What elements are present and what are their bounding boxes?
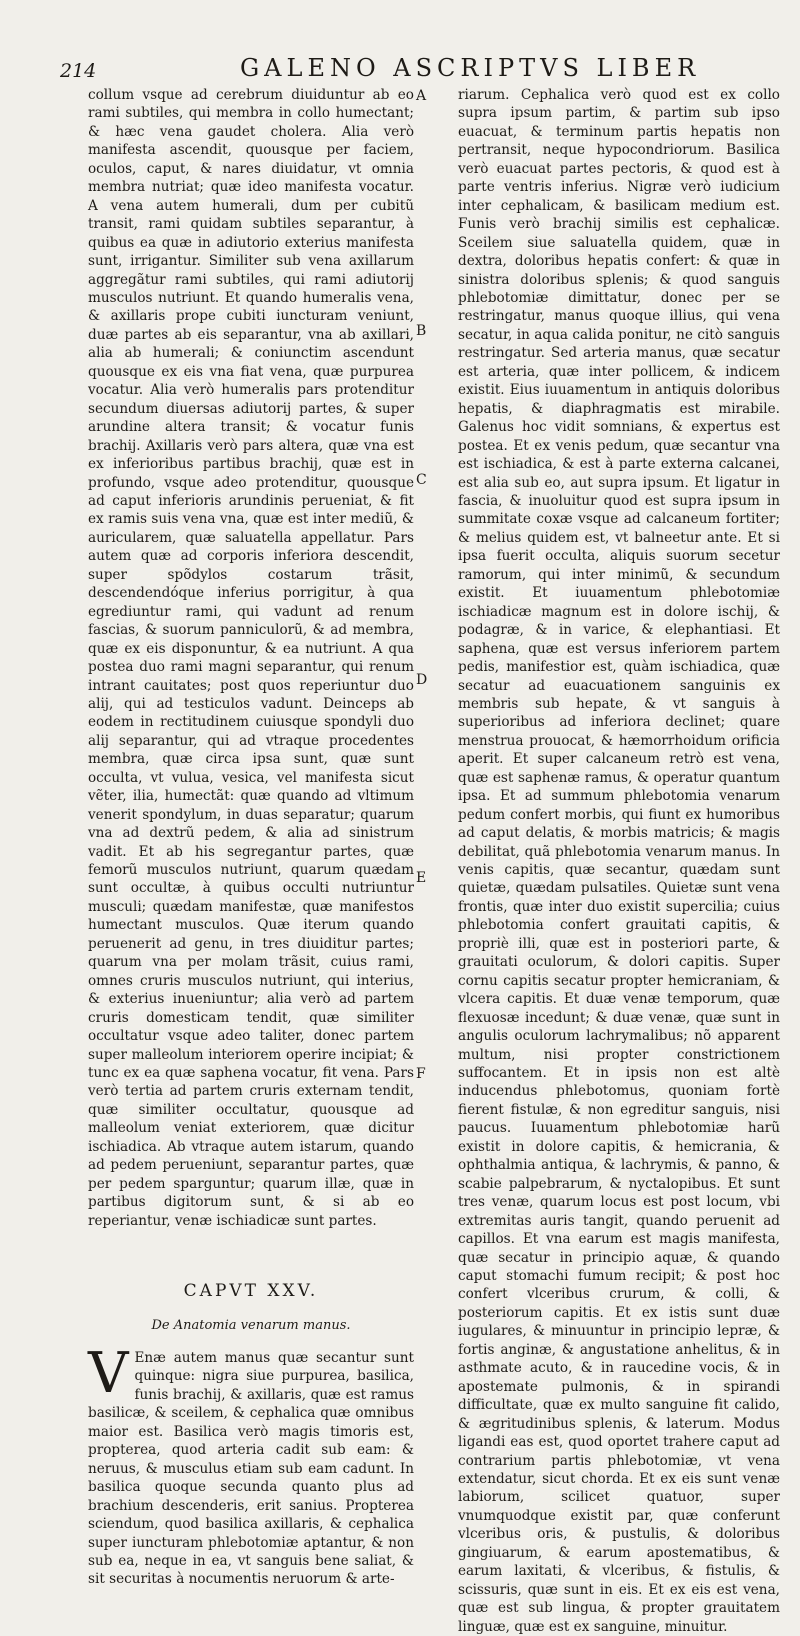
left-paragraph-2 [88, 1341, 414, 1589]
left-paragraph-1: collum vsque ad cerebrum diuiduntur ab eo rami subtiles, qui membra in collo humectant; & hæc vena gaudet cholera. Alia verò manifesta ascendit, quousque per faciem, oculos, caput, & nares diuidatur, vt omnia membra nutriat; quæ ideo manifesta vocatur. A vena autem humerali, dum per cubitũ transit, rami quidam subtiles separantur, à quibus ea quæ in adiutorio exterius manifesta sunt, irrigantur. Similiter sub vena axillarum aggregãtur rami subtiles, qui rami adiutorij musculos nutriunt. Et quando humeralis vena, & axillaris prope cubiti iuncturam veniunt, duæ partes ab eis separantur, vna ab axillari, alia ab humerali; & coniunctim ascendunt quousque ex eis vna fiat vena, quæ purpurea vocatur. Alia verò humeralis pars protenditur secundum diuersas adiutorij partes, & super arundine altera transit; & vocatur funis brachij. Axillaris verò pars altera, quæ vna est ex inferioribus partibus brachij, quæ est in profundo, vsque adeo protenditur, quousque ad caput inferioris arundinis perueniat, & fit ex ramis suis vena vna, quæ est inter mediũ, & auricularem, quæ saluatella appellatur. Pars autem quæ ad corporis inferiora descendit, super spõdylos costarum trãsit, descendendóque inferius porrigitur, à qua egrediuntur rami, qui vadunt ad renum fascias, & suorum panniculorũ, & ad membra, quæ ex eis disponuntur, & ea nutriunt. A qua postea duo rami magni separantur, qui renum intrant cauitates; post quos reperiuntur duo alij, qui ad testiculos vadunt. Deinceps ab eodem in rectitudinem cuiusque spondyli duo alij separantur, qui ad vtraque procedentes membra, quæ circa ipsa sunt, quæ sunt occulta, vt vulua, vesica, vel manifesta sicut vẽter, ilia, humectãt: quæ quando ad vltimum venerit spondylum, in duas separatur; quarum vna ad dextrũ pedem, & alia ad sinistrum vadit. Et ab his segregantur partes, quæ femorũ musculos nutriunt, quarum quædam sunt occultæ, à quibus occulti nutriuntur musculi; quædam manifestæ, quæ manifestos humectant musculos. Quæ iterum quando peruenerit ad genu, in tres diuiditur partes; quarum vna per molam trãsit, cuius rami, omnes cruris musculos nutriunt, qui interius, & exterius inueniuntur; alia verò ad partem cruris domesticam tendit, quæ similiter occultatur vsque adeo taliter, donec partem super malleolum interiorem operire incipiat; & tunc ex ea quæ saphena vocatur, fit vena. Pars verò tertia ad partem cruris externam tendit, quæ similiter occultatur, quousque ad malleolum veniat exteriorem, quæ dicitur ischiadica. Ab vtraque autem istarum, quando ad pedem perueniunt, separantur partes, quæ per pedem sparguntur; quarum illæ, quæ in partibus digitorum sunt, & si ab eo reperiantur, venæ ischiadicæ sunt partes. [88, 87, 414, 1229]
margin-letter-c: C [416, 472, 427, 488]
left-column [88, 86, 414, 1589]
running-title: GALENO ASCRIPTVS LIBER [240, 54, 701, 82]
drop-cap: V [88, 1341, 129, 1406]
chapter-heading: CAPVT XXV. [183, 1281, 319, 1302]
left-paragraph-2-text: Enæ autem manus quæ secantur sunt quinque: nigra siue purpurea, basilica, funis brachij, & axillaris, quæ est ramus basilicæ, & sceilem, & cephalica quæ omnibus maior est. Basilica verò magis timoris est, propterea, quod arteria cadit sub eam: & neruus, & musculus etiam sub eam cadunt. In basilica quoque secunda quanto plus ad brachium descenderis, erit sanius. Propterea sciendum, quod basilica axillaris, & cephalica super iuncturam phlebotomiæ aptantur, & non sub ea, neque in ea, vt sanguis bene saliat, & sit securitas à nocumentis neruorum & arte- [88, 1350, 414, 1588]
chapter-subtitle: De Anatomia venarum manus. [151, 1317, 351, 1333]
page-number: 214 [60, 60, 97, 82]
margin-letter-f: F [416, 1066, 426, 1082]
margin-letter-e: E [416, 870, 427, 886]
right-paragraph-1: riarum. Cephalica verò quod est ex collo supra ipsum partim, & partim sub ipso euacuat, & terminum partis hepatis non pertransit, neque hypocondriorum. Basilica verò euacuat partes pectoris, & quod est à parte ventris inferius. Nigræ verò iudicium inter cephalicam, & basilicam medium est. Funis verò brachij similis est cephalicæ. Sceilem siue saluatella quidem, quæ in dextra, doloribus hepatis confert: & quæ in sinistra doloribus splenis; & quod sanguis phlebotomiæ dimittatur, donec per se restringatur, manus quoque illius, qui vena secatur, in aqua calida ponitur, ne citò sanguis restringatur. Sed arteria manus, quæ secatur est arteria, quæ inter pollicem, & indicem existit. Eius iuuamentum in antiquis doloribus hepatis, & diaphragmatis est mirabile. Galenus hoc vidit somnians, & expertus est postea. Et ex venis pedum, quæ secantur vna est ischiadica, & est à parte externa calcanei, est alia sub eo, aut supra ipsum. Et ligatur in fascia, & inuoluitur quod est supra ipsum in summitate coxæ vsque ad calcaneum fortiter; & melius quidem est, vt balneetur ante. Et si ipsa fuerit occulta, aliquis suorum secetur ramorum, qui inter minimũ, & secundum existit. Et iuuamentum phlebotomiæ ischiadicæ magnum est in dolore ischij, & podagræ, & in varice, & elephantiasi. Et saphena, quæ est versus inferiorem partem pedis, manifestior est, quàm ischiadica, quæ secatur ad euacuationem sanguinis ex membris sub hepate, & vt sanguis à superioribus ad inferiora declinet; quare menstrua prouocat, & hæmorrhoidum orificia aperit. Et super calcaneum retrò est vena, quæ est saphenæ ramus, & operatur quantum ipsa. Et ad summum phlebotomia venarum pedum confert morbis, qui fiunt ex humoribus ad caput delatis, & morbis matricis; & magis debilitat, quã phlebotomia venarum manus. In venis capitis, quæ secantur, quædam sunt quietæ, quædam pulsatiles. Quietæ sunt vena frontis, quæ inter duo existit supercilia; cuius phlebotomia confert grauitati capitis, & propriè illi, quæ est in posteriori parte, & grauitati oculorum, & dolori capitis. Super cornu capitis secatur propter hemicraniam, & vlcera capitis. Et duæ venæ temporum, quæ flexuosæ incedunt; & duæ venæ, quæ sunt in angulis oculorum lachrymalibus; nõ apparent multum, nisi propter constrictionem suffocantem. Et in ipsis non est altè inducendus phlebotomus, quoniam fortè fierent fistulæ, & non egreditur sanguis, nisi paucus. Iuuamentum phlebotomiæ harũ existit in dolore capitis, & hemicrania, & ophthalmia antiqua, & lachrymis, & panno, & scabie palpebrarum, & nyctalopibus. Et sunt tres venæ, quarum locus est post locum, vbi extremitas auris tangit, quando peruenit ad capillos. Et vna earum est magis manifesta, quæ secatur in principio aquæ, & quando caput stomachi fumum recipit; & post hoc confert vlceribus crurum, & colli, & posteriorum capitis. Et ex istis sunt duæ iugulares, & minuuntur in principio lepræ, & fortis anginæ, & angustatione anhelitus, & in asthmate acuto, & in raucedine vocis, & in apostemate pulmonis, & in spirandi difficultate, quæ ex multo sanguine fit calido, & ægritudinibus splenis, & laterum. Modus ligandi eas est, quod oportet trahere caput ad contrarium partis phlebotomiæ, vt vena extendatur, sicut chorda. Et ex eis sunt venæ labiorum, scilicet quatuor, super vnumquodque existit par, quæ conferunt vlceribus oris, & pustulis, & doloribus gingiuarum, & earum apostematibus, & earum laxitati, & vlceribus, & fistulis, & scissuris, quæ sunt in eis. Et ex eis est vena, quæ est sub lingua, & propter grauitatem linguæ, quæ est ex sanguine, minuitur. [458, 87, 780, 1635]
margin-letter-a: A [416, 88, 427, 104]
right-column [458, 86, 780, 1636]
margin-letter-d: D [416, 672, 428, 688]
margin-letter-b: B [416, 323, 427, 339]
page-header [0, 0, 800, 92]
